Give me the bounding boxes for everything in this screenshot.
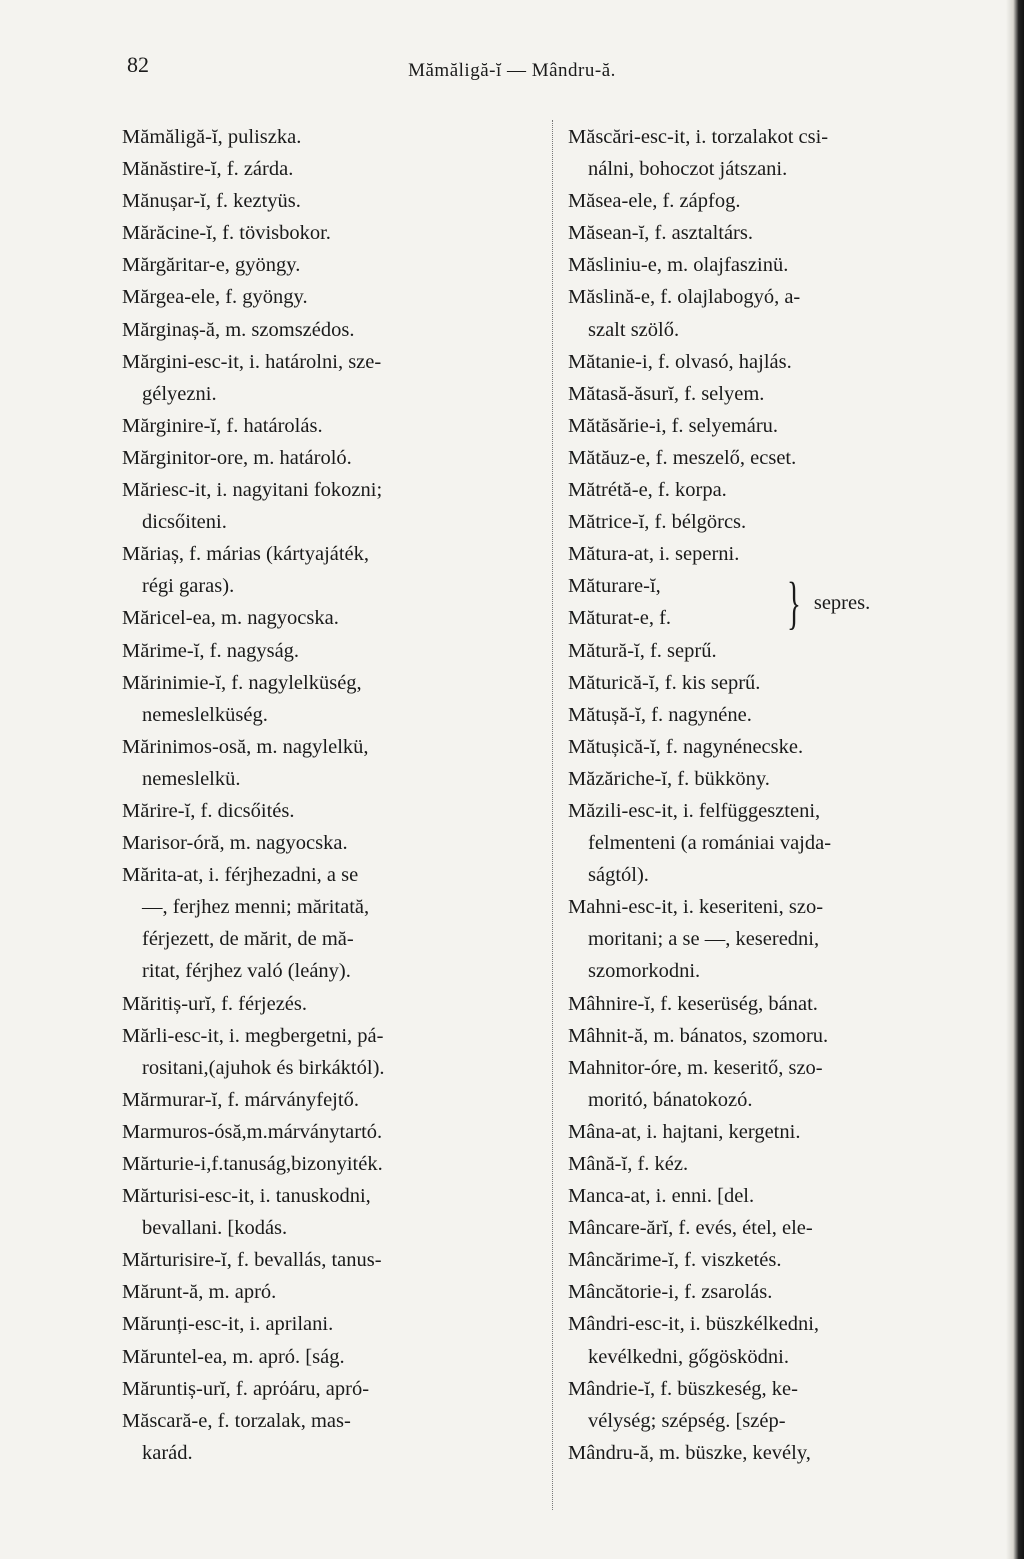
dictionary-line: dicsőiteni. [142, 511, 227, 534]
dictionary-line: Mână-ĭ, f. kéz. [568, 1153, 689, 1175]
dictionary-line: Mătrétă-e, f. korpa. [568, 479, 727, 502]
dictionary-line: Mătanie-i, f. olvasó, hajlás. [568, 350, 792, 373]
dictionary-line: Marisor-óră, m. nagyocska. [122, 832, 348, 855]
dictionary-line: Mâna-at, i. hajtani, kergetni. [568, 1120, 801, 1143]
dictionary-line: Marmuros-ósă,m.márványtartó. [122, 1120, 383, 1143]
dictionary-line: Mătrice-ĭ, f. bélgörcs. [568, 511, 747, 534]
dictionary-line: Mâhnit-ă, m. bánatos, szomoru. [568, 1024, 829, 1047]
page-edge [1006, 0, 1024, 1559]
dictionary-line: felmenteni (a romániai vajda- [588, 832, 832, 855]
dictionary-line: Măriesc-it, i. nagyitani fokozni; [122, 479, 383, 502]
dictionary-line: Mărinimie-ĭ, f. nagylelküség, [122, 671, 362, 694]
dictionary-line: Mândri-esc-it, i. büszkélkedni, [568, 1313, 820, 1336]
dictionary-line: Mărgea-ele, f. gyöngy. [122, 286, 308, 309]
dictionary-line: Mândru-ă, m. büszke, kevély, [568, 1441, 811, 1464]
dictionary-line: Măsliniu-e, m. olajfaszinü. [568, 254, 789, 277]
column-divider [552, 120, 553, 1510]
dictionary-line: nálni, bohoczot játszani. [588, 158, 788, 181]
dictionary-line: régi garas). [142, 575, 235, 598]
dictionary-line: Măscări-esc-it, i. torzalakot csi- [568, 126, 829, 148]
dictionary-line: Măturică-ĭ, f. kis seprű. [568, 671, 761, 694]
brace-glyph: } [786, 570, 801, 635]
dictionary-line: Măslină-e, f. olajlabogyó, a- [568, 286, 801, 309]
dictionary-line: nemeslelkü. [142, 767, 241, 790]
dictionary-line: Măruntel-ea, m. apró. [ság. [122, 1345, 345, 1368]
dictionary-line: Mămăligă-ĭ, puliszka. [122, 126, 302, 148]
dictionary-line: vélység; szépség. [szép- [588, 1409, 786, 1432]
left-column [122, 121, 542, 1469]
dictionary-line: ritat, férjhez való (leány). [142, 960, 351, 983]
dictionary-line: Măriaș, f. márias (kártyajáték, [122, 543, 370, 566]
dictionary-line: Mâncătorie-i, f. zsarolás. [568, 1281, 773, 1304]
dictionary-line: Mătăuz-e, f. meszelő, ecset. [568, 446, 797, 469]
dictionary-line: férjezett, de mărit, de mă- [142, 928, 354, 951]
dictionary-line: Mărinimos-osă, m. nagylelkü, [122, 735, 369, 758]
dictionary-line: Mătură-ĭ, f. seprű. [568, 639, 717, 662]
dictionary-line: moritani; a se —, keseredni, [588, 928, 820, 951]
bracket-note-text: sepres. [813, 591, 871, 614]
dictionary-line: Mătușică-ĭ, f. nagynénecske. [568, 735, 804, 758]
dictionary-line: —, ferjhez menni; măritată, [142, 896, 370, 919]
dictionary-line: gélyezni. [142, 382, 217, 405]
dictionary-line: Mărire-ĭ, f. dicsőités. [122, 799, 295, 822]
dictionary-line: Mărturie-i,f.tanuság,bizonyiték. [122, 1153, 383, 1175]
dictionary-line: Măzili-esc-it, i. felfüggeszteni, [568, 799, 821, 822]
running-head: Mămăligă-ĭ — Mândru-ă. [408, 60, 616, 81]
dictionary-line: Mândrie-ĭ, f. büszkeség, ke- [568, 1377, 798, 1400]
dictionary-line: Mătura-at, i. seperni. [568, 543, 740, 566]
bracket-note [780, 571, 870, 635]
dictionary-line: Mărginire-ĭ, f. határolás. [122, 414, 323, 437]
dictionary-line: Mărginaș-ă, m. szomszédos. [122, 318, 355, 341]
dictionary-line: Mâncărime-ĭ, f. viszketés. [568, 1249, 782, 1272]
dictionary-line: Mahni-esc-it, i. keseriteni, szo- [568, 896, 824, 919]
dictionary-line: Mărime-ĭ, f. nagyság. [122, 639, 300, 662]
dictionary-line: Mărginitor-ore, m. határoló. [122, 446, 352, 469]
dictionary-line: Mătușă-ĭ, f. nagynéne. [568, 703, 752, 726]
dictionary-line: Mătăsărie-i, f. selyemáru. [568, 414, 779, 437]
dictionary-line: Mărăcine-ĭ, f. tövisbokor. [122, 222, 331, 245]
dictionary-line: kevélkedni, gőgösködni. [588, 1345, 789, 1368]
dictionary-line: Manca-at, i. enni. [del. [568, 1185, 755, 1208]
dictionary-line: nemeslelküség. [142, 703, 268, 726]
dictionary-line: szalt szölő. [588, 318, 680, 341]
dictionary-line: Mănușar-ĭ, f. keztyüs. [122, 190, 301, 213]
dictionary-line: Măsean-ĭ, f. asztaltárs. [568, 222, 753, 245]
dictionary-line: rositani,(ajuhok és birkáktól). [142, 1056, 385, 1079]
dictionary-line: Măturare-ĭ, [568, 575, 661, 598]
dictionary-line: bevallani. [kodás. [142, 1217, 288, 1240]
dictionary-line: Măturat-e, f. [568, 607, 672, 630]
dictionary-line: Mărunți-esc-it, i. aprilani. [122, 1313, 334, 1336]
dictionary-line: Mătasă-ăsurĭ, f. selyem. [568, 382, 765, 405]
dictionary-line: Mărturisi-esc-it, i. tanuskodni, [122, 1185, 371, 1208]
dictionary-line: Măruntiș-urĭ, f. aprόáru, apró- [122, 1377, 370, 1400]
dictionary-line: Mâhnire-ĭ, f. keserüség, bánat. [568, 992, 818, 1015]
dictionary-line: Mărita-at, i. férjhezadni, a se [122, 864, 359, 887]
dictionary-line: szomorkodni. [588, 960, 701, 983]
dictionary-line: Măricel-ea, m. nagyocska. [122, 607, 339, 630]
page-number: 82 [127, 52, 149, 77]
dictionary-line: Mărmurar-ĭ, f. márványfejtő. [122, 1088, 359, 1111]
dictionary-line: Măritiș-urĭ, f. férjezés. [122, 992, 307, 1015]
dictionary-line: karád. [142, 1441, 193, 1464]
dictionary-line: Măsea-ele, f. zápfog. [568, 190, 741, 213]
dictionary-line: ságtól). [588, 864, 649, 887]
dictionary-line: Mâncare-ărĭ, f. evés, étel, ele- [568, 1217, 813, 1240]
dictionary-line: Mănăstire-ĭ, f. zárda. [122, 158, 294, 181]
dictionary-line: Mărunt-ă, m. apró. [122, 1281, 277, 1304]
dictionary-line: Mărgini-esc-it, i. határolni, sze- [122, 350, 382, 373]
dictionary-line: Măzăriche-ĭ, f. bükköny. [568, 767, 770, 790]
dictionary-line: Mărgăritar-e, gyöngy. [122, 254, 301, 277]
dictionary-line: moritó, bánatokozó. [588, 1088, 753, 1111]
dictionary-line: Mahnitor-óre, m. keseritő, szo- [568, 1056, 823, 1079]
dictionary-line: Măscară-e, f. torzalak, mas- [122, 1409, 351, 1432]
dictionary-line: Mărli-esc-it, i. megbergetni, pá- [122, 1024, 384, 1047]
right-column [568, 121, 986, 1469]
dictionary-line: Mărturisire-ĭ, f. bevallás, tanus- [122, 1249, 382, 1272]
